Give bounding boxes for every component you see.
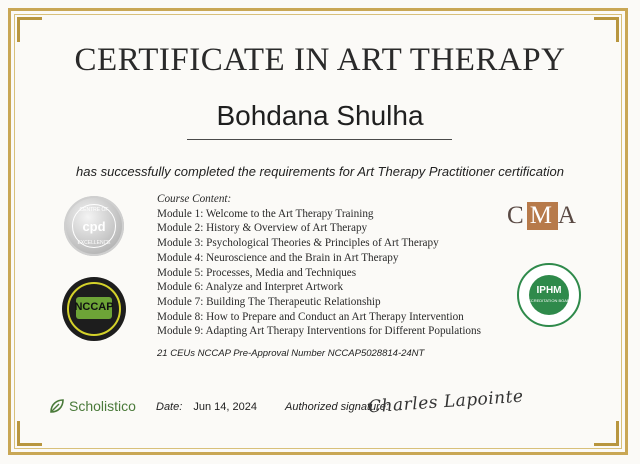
module-item: Module 7: Building The Therapeutic Relationship bbox=[157, 295, 381, 308]
module-item: Module 5: Processes, Media and Techniques bbox=[157, 266, 357, 279]
date-label: Date: bbox=[156, 401, 183, 413]
cma-logo bbox=[507, 202, 597, 240]
module-item: Module 1: Welcome to the Art Therapy Training bbox=[157, 207, 374, 220]
cpd-seal-bottom-text: EXCELLENCE bbox=[77, 240, 111, 246]
course-content bbox=[157, 192, 517, 339]
signature: Charles Lapointe bbox=[367, 386, 525, 418]
cma-letter: C bbox=[507, 202, 527, 229]
ceus-approval: 21 CEUs NCCAP Pre-Approval Number NCCAP5028814-24NT bbox=[157, 348, 425, 359]
cma-letter: A bbox=[557, 202, 579, 229]
iphm-seal-text: IPHM bbox=[536, 285, 562, 296]
certificate-title: CERTIFICATE IN ART THERAPY bbox=[74, 42, 566, 78]
module-item: Module 4: Neuroscience and the Brain in Art Therapy bbox=[157, 251, 399, 264]
name-underline bbox=[187, 139, 452, 140]
recipient-name: Bohdana Shulha bbox=[216, 100, 424, 131]
cpd-seal bbox=[64, 196, 124, 256]
brand-name: Scholistico bbox=[69, 398, 136, 414]
nccap-seal-text: NCCAP bbox=[74, 301, 114, 313]
leaf-icon bbox=[48, 397, 66, 415]
date-line bbox=[156, 401, 257, 413]
module-item: Module 3: Psychological Theories & Principles of Art Therapy bbox=[157, 237, 439, 250]
cma-letter: M bbox=[527, 202, 558, 230]
iphm-seal-subtext: ACCREDITATION BOARD bbox=[525, 298, 573, 303]
module-item: Module 9: Adapting Art Therapy Interventions for Different Populations bbox=[157, 325, 481, 338]
module-item: Module 6: Analyze and Interpret Artwork bbox=[157, 281, 344, 294]
cpd-seal-top-text: CENTRE OF bbox=[79, 207, 109, 213]
iphm-seal bbox=[517, 263, 581, 327]
course-content-heading: Course Content: bbox=[157, 193, 232, 205]
date-value: Jun 14, 2024 bbox=[193, 401, 257, 413]
module-item: Module 2: History & Overview of Art Therapy bbox=[157, 222, 368, 235]
signature-label: Authorized signature: bbox=[285, 401, 389, 413]
module-item: Module 8: How to Prepare and Conduct an Art Therapy Intervention bbox=[157, 310, 464, 323]
scholistico-logo bbox=[48, 397, 136, 415]
nccap-seal bbox=[62, 277, 126, 341]
cpd-seal-text: cpd bbox=[82, 219, 106, 234]
completion-statement: has successfully completed the requirements for Art Therapy Practitioner certification bbox=[76, 164, 564, 179]
